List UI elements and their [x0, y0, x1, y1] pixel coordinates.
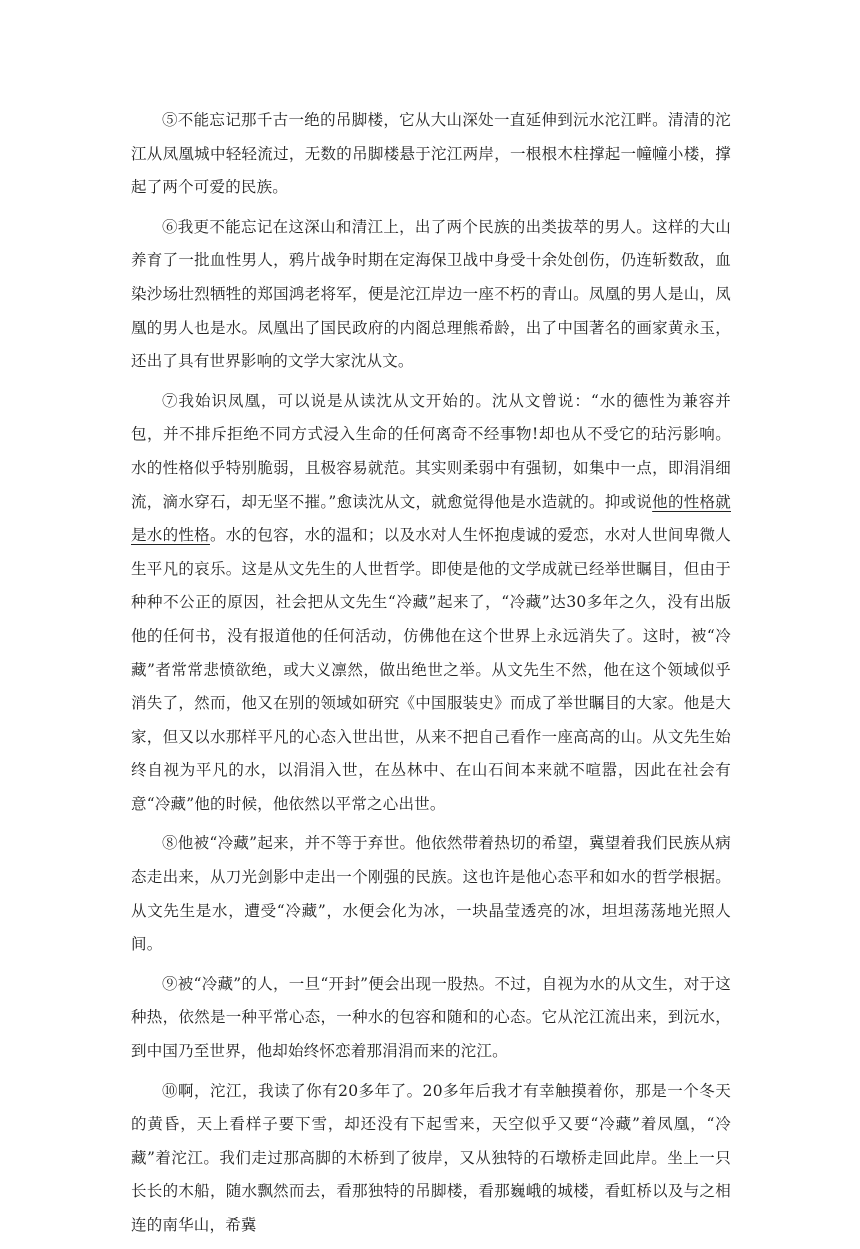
document-page	[131, 104, 731, 1249]
paragraph-10: ⑩啊，沱江，我读了你有20多年了。20多年后我才有幸触摸着你，那是一个冬天的黄昏，天上看样子要下雪，却还没有下起雪来，天空似乎又要“冷藏”着凤凰，“冷藏”着沱江。我们走过那高脚的木桥到了彼岸，又从独特的石墩桥走回此岸。坐上一只长长的木船，随水飘然而去，看那独特的吊脚楼，看那巍峨的城楼，看虹桥以及与之相连的南华山，希冀	[131, 1081, 731, 1234]
paragraph-5: ⑤不能忘记那千古一绝的吊脚楼，它从大山深处一直延伸到沅水沱江畔。清清的沱江从凤凰城中轻轻流过，无数的吊脚楼悬于沱江两岸，一根根木柱撑起一幢幢小楼，撑起了两个可爱的民族。	[131, 111, 731, 197]
paragraph-7	[131, 385, 731, 822]
paragraph-7-text-before: ⑦我始识凤凰，可以说是从读沈从文开始的。沈从文曾说：“水的德性为兼容并包，并不排斥拒绝不同方式浸入生命的任何离奇不经事物!却也从不受它的玷污影响。水的性格似乎特别脆弱，且极容易就范。其实则柔弱中有强韧，如集中一点，即涓涓细流，滴水穿石，却无坚不摧。”愈读沈从文，就愈觉得他是水造就的。抑或说	[131, 391, 731, 511]
paragraph-8: ⑧他被“冷藏”起来，并不等于弃世。他依然带着热切的希望，冀望着我们民族从病态走出来，从刀光剑影中走出一个刚强的民族。这也许是他心态平和如水的哲学根据。从文先生是水，遭受“冷藏”，水便会化为冰，一块晶莹透亮的冰，坦坦荡荡地光照人间。	[131, 834, 731, 954]
paragraph-7-text-after: 。水的包容，水的温和；以及水对人生怀抱虔诚的爱恋，水对人世间卑微人生平凡的哀乐。这是从文先生的人世哲学。即使是他的文学成就已经举世瞩目，但由于种种不公正的原因，社会把从文先生“冷藏”起来了，“冷藏”达30多年之久，没有出版他的任何书，没有报道他的任何活动，仿佛他在这个世界上永远消失了。这时，被“冷藏”者常常悲愤欲绝，或大义凛然，做出绝世之举。从文先生不然，他在这个领域似乎消失了，然而，他又在别的领域如研究《中国服装史》而成了举世瞩目的大家。他是大家，但又以水那样平凡的心态入世出世，从来不把自己看作一座高高的山。从文先生始终自视为平凡的水，以涓涓入世，在丛林中、在山石间本来就不喧嚣，因此在社会有意“冷藏”他的时候，他依然以平常之心出世。	[131, 526, 731, 813]
underlined-phrase: 他的性格就是水的性格	[131, 492, 731, 545]
paragraph-9: ⑨被“冷藏”的人，一旦“开封”便会出现一股热。不过，自视为水的从文生，对于这种热，依然是一种平常心态，一种水的包容和随和的心态。它从沱江流出来，到沅水，到中国乃至世界，他却始终怀恋着那涓涓而来的沱江。	[131, 974, 731, 1061]
paragraph-6: ⑥我更不能忘记在这深山和清江上，出了两个民族的出类拔萃的男人。这样的大山养育了一批血性男人，鸦片战争时期在定海保卫战中身受十余处创伤，仍连斩数敌，血染沙场壮烈牺牲的郑国鸿老将军，便是沱江岸边一座不朽的青山。凤凰的男人是山，凤凰的男人也是水。凤凰出了国民政府的内阁总理熊希龄，出了中国著名的画家黄永玉，还出了具有世界影响的文学大家沈从文。	[131, 217, 731, 371]
